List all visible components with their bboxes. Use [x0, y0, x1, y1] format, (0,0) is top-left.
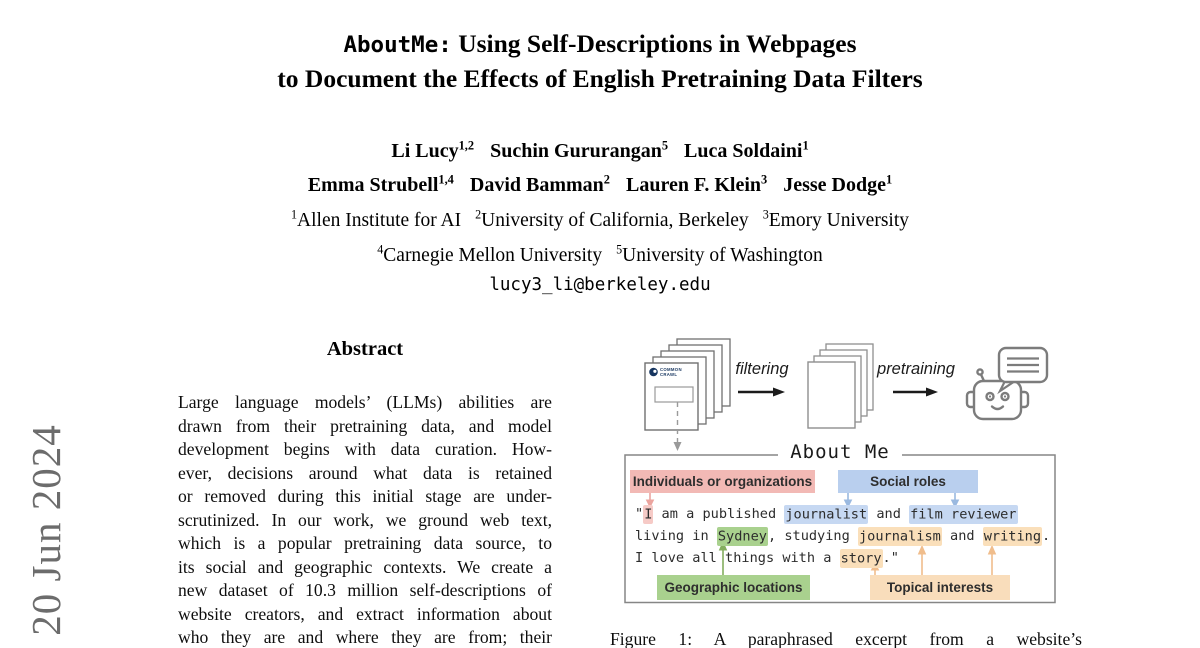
highlight-blue: journalist [785, 506, 868, 522]
author-line-1 [0, 131, 1200, 166]
label-individuals-or-organizations: Individuals or organizations [630, 470, 815, 493]
abstract-line: website creators, and extract information about [178, 603, 552, 624]
highlight-orange: writing [983, 528, 1042, 544]
quote-line: living in Sydney, studying journalism and writing. [635, 528, 1051, 544]
label-geographic-locations: Geographic locations [657, 575, 810, 600]
author-line-2 [0, 166, 1200, 201]
doc-snippet-box [655, 387, 693, 402]
highlight-pink: I [644, 506, 653, 522]
abstract-line: who they are and where they are from; their [178, 627, 552, 647]
abstract-line: or removed during this initial stage are under- [178, 486, 552, 506]
quote-text [635, 505, 1050, 571]
title-line-1-rest: Using Self-Descriptions in Webpages [458, 29, 857, 58]
quote-line: I love all things with a story." [635, 550, 899, 566]
author: Lauren F. Klein$^3$ [625, 172, 768, 197]
filtering-label: filtering [735, 360, 789, 378]
figure-1 [610, 335, 1090, 648]
affiliation-block [0, 200, 1200, 300]
highlight-green: Sydney [717, 528, 767, 544]
highlight-orange: journalism [858, 528, 941, 544]
label-topical-interests: Topical interests [870, 575, 1010, 600]
abstract-line: Large language models’ (LLMs) abilities are [178, 392, 552, 412]
title-line-2: to Document the Effects of English Pretraining Data Filters [277, 64, 923, 93]
abstract-line: new dataset of 10.3 million self-descriptions of [178, 580, 552, 600]
highlight-blue: film reviewer [910, 506, 1017, 522]
affiliation: $^3$Emory University [762, 207, 910, 231]
pretraining-arrow-icon [893, 388, 938, 397]
common-crawl-logo-text-1: COMMON [660, 366, 682, 372]
abstract-line: scrutinized. In our work, we ground web text, [178, 509, 552, 530]
quote-line: "I am a published journalist and film reviewer [635, 506, 1017, 522]
abstract-line: ever, decisions around what data is retained [178, 462, 552, 483]
author-block [0, 131, 1200, 200]
affiliation-line-2 [0, 235, 1200, 270]
filtering-arrow-icon [738, 388, 785, 397]
abstract-line: development begins with data curation. How- [178, 439, 552, 459]
figure-caption: Figure 1: A paraphrased excerpt from a website’s [610, 629, 1082, 648]
affiliation-line-1 [0, 200, 1200, 235]
abstract-line: drawn from their pretraining data, and model [178, 415, 552, 436]
common-crawl-logo-text-2: CRAWL [660, 371, 678, 377]
author: Luca Soldaini$^1$ [684, 138, 809, 162]
author: David Bamman$^2$ [469, 172, 610, 197]
title-line-1 [0, 27, 1200, 62]
speech-bubble-icon [999, 348, 1047, 391]
common-crawl-logo [649, 367, 682, 377]
affiliation: $^5$University of Washington [616, 242, 823, 266]
contact-email: lucy3_li@berkeley.edu [489, 275, 711, 295]
author: Li Lucy$^{1,2}$ [391, 138, 475, 162]
aboutme-box-title: About Me [778, 441, 902, 463]
filtered-doc-stack-icon [808, 344, 873, 428]
abstract-line: which is a popular pretraining data source, to [178, 533, 552, 553]
paper-title [0, 27, 1200, 95]
label-social-roles: Social roles [838, 470, 978, 493]
affiliation: $^4$Carnegie Mellon University [377, 242, 603, 266]
affiliation: $^1$Allen Institute for AI [290, 207, 462, 231]
abstract-heading: Abstract [326, 338, 404, 360]
title-mono-part: AboutMe: [343, 32, 452, 58]
pretraining-label: pretraining [877, 360, 955, 378]
affiliation: $^2$University of California, Berkeley [475, 207, 749, 231]
author: Suchin Gururangan$^5$ [490, 138, 669, 162]
abstract-line: its social and geographic contexts. We create a [178, 556, 552, 577]
author: Emma Strubell$^{1,4}$ [307, 172, 454, 197]
highlight-orange: story [840, 550, 882, 566]
abstract-section [178, 338, 552, 648]
abstract-body [178, 391, 552, 648]
arxiv-date-banner: 20 Jun 2024 [23, 424, 69, 636]
author: Jesse Dodge$^1$ [783, 172, 893, 197]
common-crawl-doc-stack-icon [645, 339, 730, 430]
